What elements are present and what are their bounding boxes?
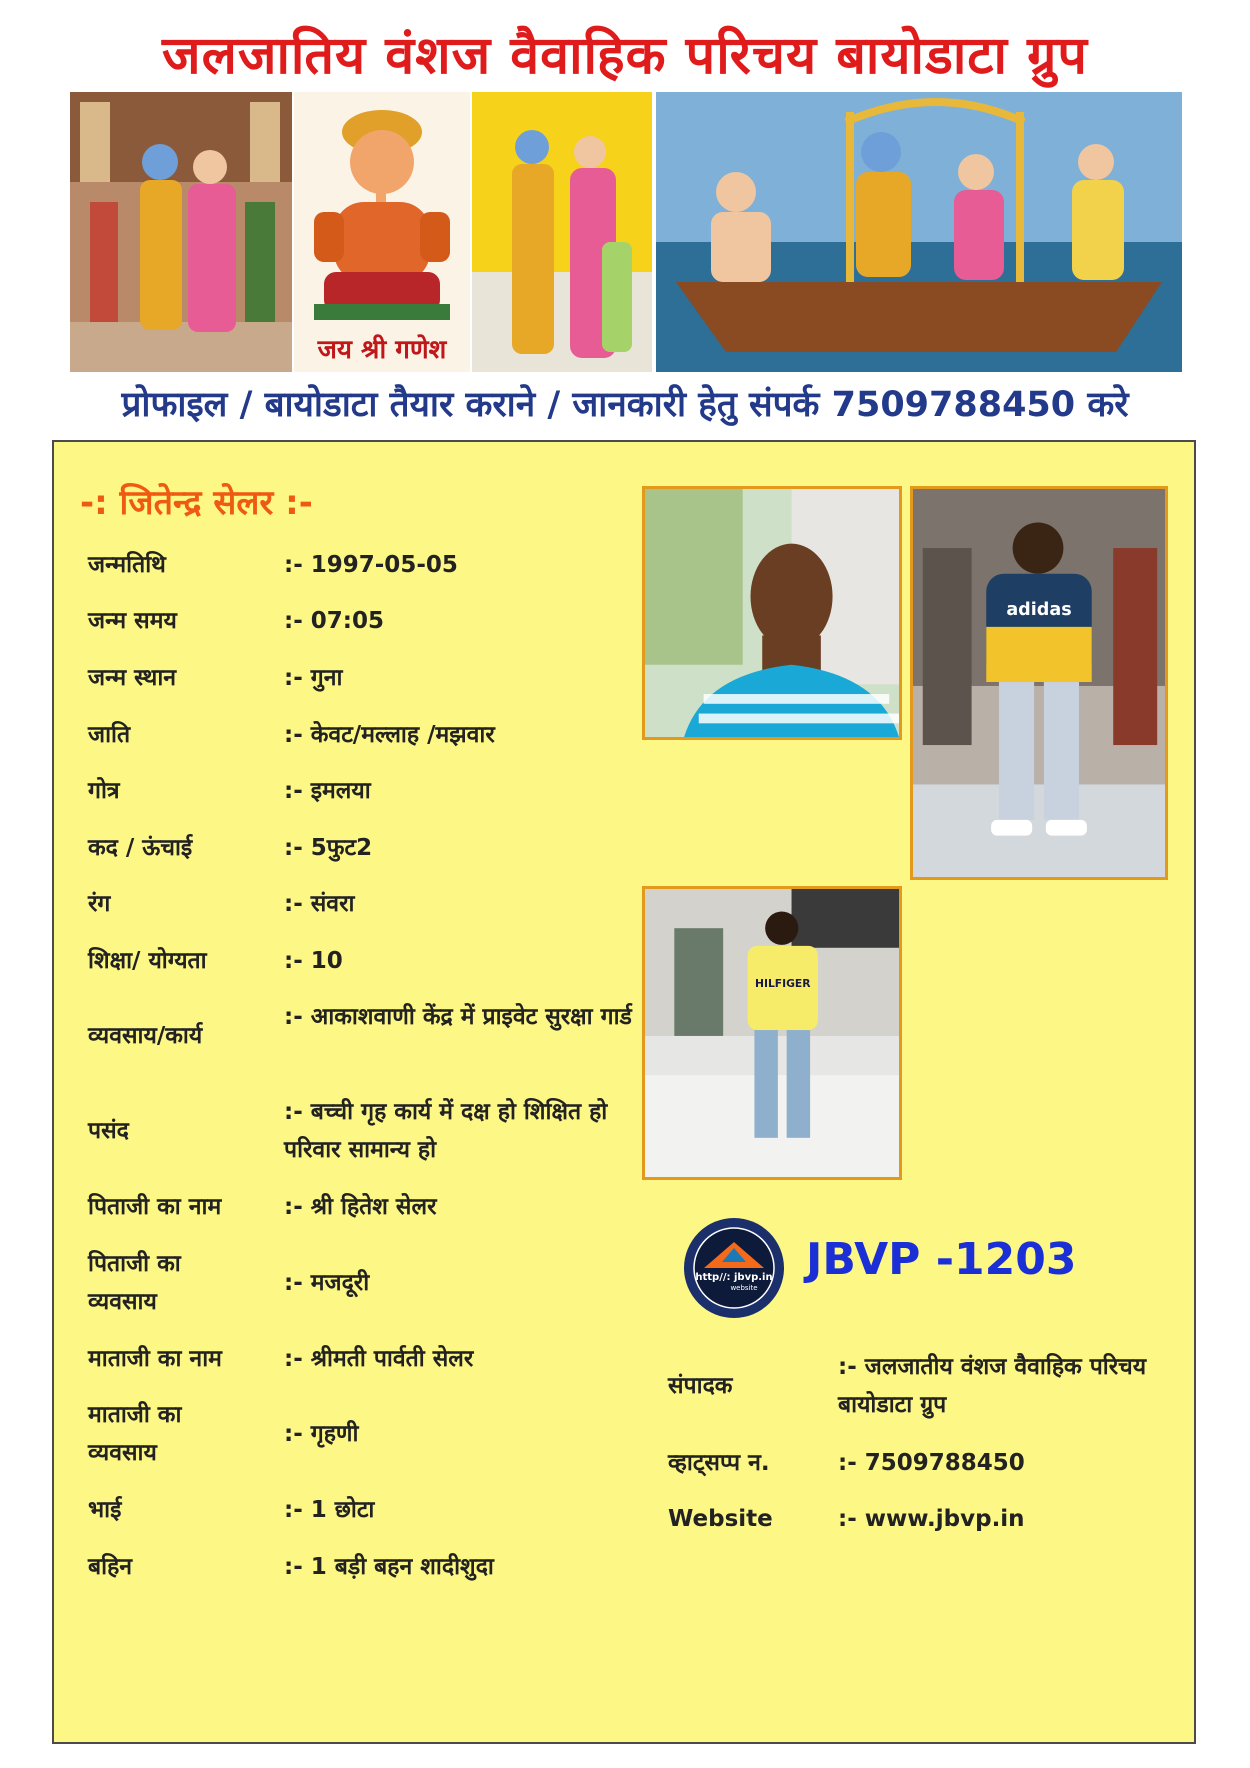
field-label: माताजी का व्यवसाय — [88, 1402, 182, 1466]
logo-subtext: website — [730, 1284, 758, 1292]
profile-photo-selfie — [642, 486, 902, 740]
field-value: :- मजदूरी — [284, 1270, 370, 1296]
field-row — [88, 998, 632, 1076]
field-label: भाई — [88, 1497, 122, 1523]
profile-code: JBVP -1203 — [806, 1234, 1077, 1285]
field-row — [88, 1093, 628, 1171]
field-row — [88, 1245, 628, 1323]
field-value: :- 5फुट2 — [284, 835, 373, 861]
banner-image-boat-scene — [656, 92, 1182, 372]
ganesh-caption: जय श्री गणेश — [317, 335, 447, 365]
field-label: कद / ऊंचाई — [88, 835, 193, 861]
field-value: :- गृहणी — [284, 1421, 359, 1447]
field-value: :- संवरा — [284, 891, 355, 917]
field-value: :- गुना — [284, 665, 343, 691]
shirt-brand-adidas: adidas — [1006, 599, 1072, 621]
banner-image-ram-sita-wedding — [70, 92, 292, 372]
field-label: बहिन — [88, 1554, 133, 1580]
field-value: :- बच्ची गृह कार्य में दक्ष हो शिक्षित हो परिवार सामान्य हो — [284, 1099, 608, 1163]
editor-value: :- जलजातीय वंशज वैवाहिक परिचय बायोडाटा ग्रुप — [838, 1354, 1147, 1418]
field-label: माताजी का नाम — [88, 1346, 222, 1372]
website-link[interactable]: :- www.jbvp.in — [838, 1506, 1025, 1532]
field-value: :- 1 छोटा — [284, 1497, 375, 1523]
page-title: जलजातिय वंशज वैवाहिक परिचय बायोडाटा ग्रुप — [162, 26, 1088, 86]
field-label: रंग — [88, 891, 111, 917]
field-value: :- 1997-05-05 — [284, 552, 458, 578]
jbvp-logo — [682, 1216, 786, 1320]
logo-text: http//: jbvp.in — [695, 1272, 773, 1283]
whatsapp-number: :- 7509788450 — [838, 1450, 1025, 1476]
field-label: गोत्र — [88, 778, 120, 804]
banner-image-ganesh — [294, 92, 470, 372]
contact-line: प्रोफाइल / बायोडाटा तैयार कराने / जानकारी हेतु संपर्क 7509788450 करे — [121, 385, 1129, 425]
field-label: जन्मतिथि — [88, 552, 166, 578]
whatsapp-label: व्हाट्सप्प न. — [668, 1450, 770, 1476]
field-value: :- केवट/मल्लाह /मझवार — [284, 722, 495, 748]
field-value: :- इमलया — [284, 778, 371, 804]
field-label: शिक्षा/ योग्यता — [88, 948, 207, 974]
field-label: पिताजी का व्यवसाय — [88, 1251, 181, 1315]
website-label: Website — [668, 1506, 773, 1532]
banner-image-ram-sita — [472, 92, 652, 372]
field-label: जाति — [88, 722, 131, 748]
profile-photo-standing — [642, 886, 902, 1180]
profile-name: -: जितेन्द्र सेलर :- — [80, 483, 313, 523]
field-label: व्यवसाय/कार्य — [88, 1023, 203, 1049]
profile-photo-full — [910, 486, 1168, 880]
field-value: :- श्रीमती पार्वती सेलर — [284, 1346, 474, 1372]
editor-label: संपादक — [668, 1373, 733, 1399]
shirt-brand-hilfiger: HILFIGER — [754, 976, 811, 990]
field-value: :- 10 — [284, 948, 343, 974]
field-value: :- 1 बड़ी बहन शादीशुदा — [284, 1554, 494, 1580]
field-value: :- श्री हितेश सेलर — [284, 1194, 437, 1220]
field-row — [88, 1396, 628, 1474]
field-value: :- 07:05 — [284, 608, 384, 634]
field-label: पिताजी का नाम — [88, 1194, 222, 1220]
field-label: पसंद — [88, 1118, 129, 1144]
field-label: जन्म स्थान — [88, 665, 177, 691]
field-label: जन्म समय — [88, 608, 177, 634]
field-value: :- आकाशवाणी केंद्र में प्राइवेट सुरक्षा गार्ड — [284, 1004, 632, 1030]
editor-row — [668, 1348, 1168, 1426]
